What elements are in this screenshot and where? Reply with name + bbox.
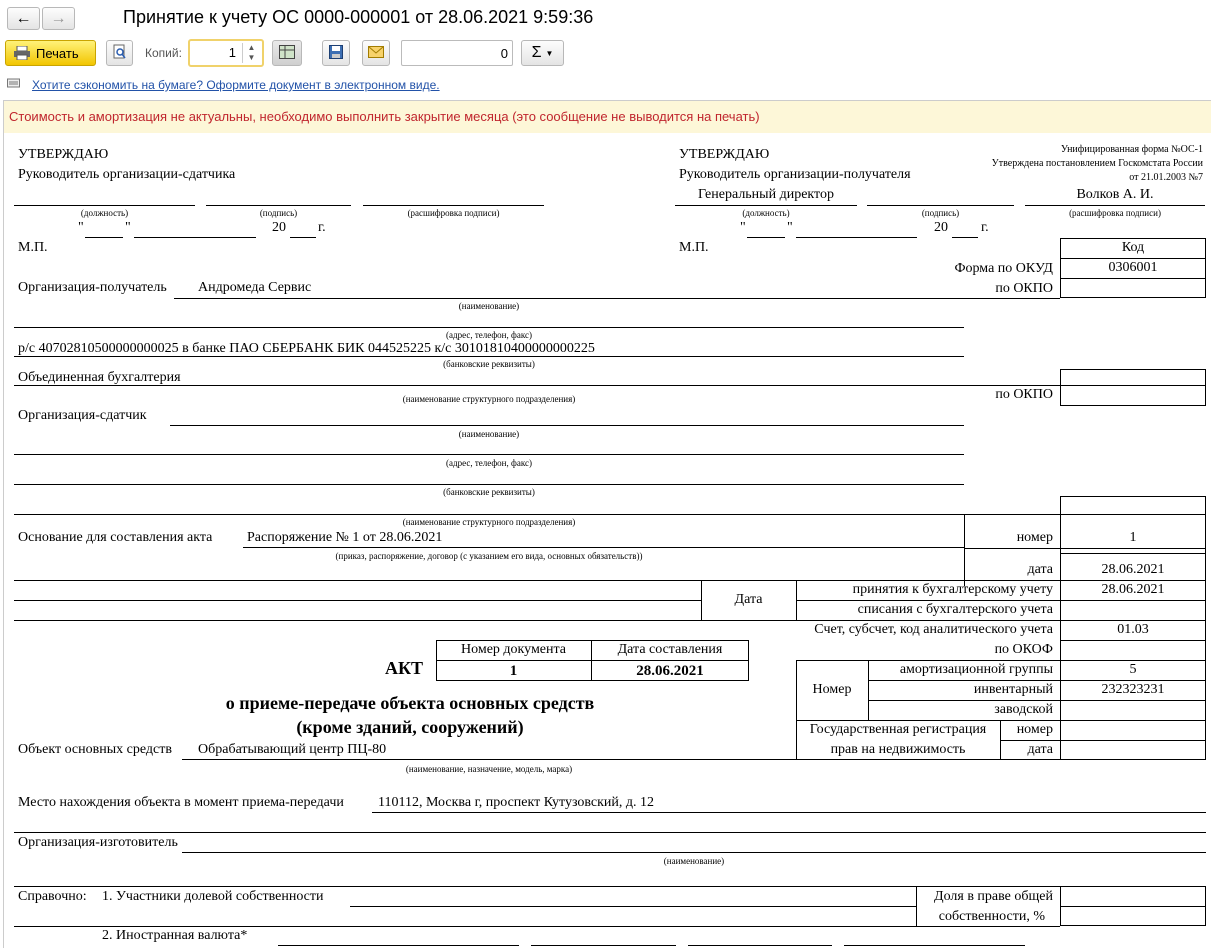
- mp-right: М.П.: [679, 240, 709, 255]
- maker-label: Организация-изготовитель: [18, 835, 178, 850]
- number-field-value: 0: [500, 46, 508, 61]
- object-label: Объект основных средств: [18, 742, 172, 757]
- doc-date-header: Дата составления: [617, 642, 723, 657]
- reg-number-label: номер: [1016, 722, 1053, 737]
- number-field[interactable]: [401, 40, 513, 66]
- email-button[interactable]: [362, 40, 390, 66]
- document-icon: [7, 77, 20, 94]
- date-value: 28.06.2021: [1101, 562, 1165, 577]
- act-subtitle-1: о приеме-передаче объекта основных средств: [225, 693, 595, 713]
- approve-right: УТВЕРЖДАЮ: [679, 147, 770, 162]
- cap-object: (наименование, назначение, модель, марка): [405, 764, 573, 774]
- preview-button[interactable]: [106, 40, 133, 66]
- cap-name-2: (наименование): [458, 429, 520, 439]
- print-button[interactable]: [5, 40, 96, 66]
- position-value: Генеральный директор: [698, 187, 834, 202]
- inventory-label: инвентарный: [973, 682, 1053, 697]
- inventory-value: 232323231: [1101, 682, 1165, 697]
- floppy-icon: [329, 45, 343, 62]
- share-label-2: собственности, %: [938, 909, 1045, 924]
- copies-value: 1: [228, 45, 236, 60]
- envelope-icon: [368, 46, 384, 61]
- number-label: номер: [1016, 530, 1053, 545]
- mp-left: М.П.: [18, 240, 48, 255]
- head-right: Руководитель организации-получателя: [679, 167, 911, 182]
- share-label-1: Доля в праве общей: [934, 889, 1053, 904]
- account-value: 01.03: [1117, 622, 1149, 637]
- approved-date-label: от 21.01.2003 №7: [1129, 172, 1203, 183]
- cap-signature-right: (подпись): [921, 208, 960, 218]
- location-value: 110112, Москва г, проспект Кутузовский, д. 12: [378, 795, 655, 810]
- code-header: Код: [1121, 240, 1145, 255]
- doc-number-header: Номер документа: [460, 642, 567, 657]
- sum-button[interactable]: [521, 40, 564, 66]
- number-value: 1: [1129, 530, 1137, 545]
- save-button[interactable]: [322, 40, 350, 66]
- quote-close-right: ": [787, 220, 793, 235]
- act-subtitle-2: (кроме зданий, сооружений): [296, 717, 524, 737]
- cap-name-1: (наименование): [458, 301, 520, 311]
- year-suffix-left: г.: [318, 220, 326, 235]
- ref-label: Справочно:: [18, 889, 87, 904]
- print-label: Печать: [36, 45, 79, 61]
- bank-value: р/с 40702810500000000025 в банке ПАО СБЕРБАНК БИК 044525225 к/с 30101810400000000225: [18, 341, 595, 356]
- object-value: Обрабатывающий центр ПЦ-80: [198, 742, 387, 757]
- reg-date-label: дата: [1027, 742, 1053, 757]
- number-block-label: Номер: [812, 682, 852, 697]
- division-value: Объединенная бухгалтерия: [18, 370, 181, 385]
- cap-bank-2: (банковские реквизиты): [443, 487, 535, 497]
- state-reg-1: Государственная регистрация: [809, 722, 987, 737]
- cap-address-2: (адрес, телефон, факс): [446, 458, 532, 468]
- approved-label: Утверждена постановлением Госкомстата России: [991, 158, 1203, 169]
- copies-stepper[interactable]: ▲ ▼: [242, 43, 260, 63]
- receiver-label: Организация-получатель: [18, 280, 167, 295]
- date-label: дата: [1027, 562, 1053, 577]
- signer-value: Волков А. И.: [1076, 187, 1154, 202]
- cap-division-2: (наименование структурного подразделения): [402, 517, 576, 527]
- okud-label: Форма по ОКУД: [954, 261, 1053, 276]
- state-reg-2: прав на недвижимость: [830, 742, 966, 757]
- approve-left: УТВЕРЖДАЮ: [18, 147, 109, 162]
- sum-icon: Σ: [531, 44, 542, 61]
- receiver-value: Андромеда Сервис: [198, 280, 312, 295]
- printer-icon: [14, 46, 30, 60]
- electronic-document-link[interactable]: Хотите сэкономить на бумаге? Оформите документ в электронном виде.: [32, 78, 440, 92]
- cap-address-1: (адрес, телефон, факс): [446, 330, 532, 340]
- act-title: АКТ: [385, 658, 424, 678]
- ref-item-2: 2. Иностранная валюта*: [102, 928, 248, 943]
- okud-value: 0306001: [1108, 260, 1158, 275]
- okpo-label-2: по ОКПО: [995, 387, 1053, 402]
- cap-decoding-left: (расшифровка подписи): [407, 208, 500, 218]
- cap-position-left: (должность): [80, 208, 129, 218]
- cap-basis: (приказ, распоряжение, договор (с указанием его вида, основных обязательств)): [335, 551, 643, 561]
- form-os1: [0, 134, 1211, 948]
- amort-value: 5: [1129, 662, 1137, 677]
- chevron-down-icon: ▼: [545, 48, 554, 58]
- year-suffix-right: г.: [981, 220, 989, 235]
- amort-label: амортизационной группы: [899, 662, 1053, 677]
- basis-label: Основание для составления акта: [18, 530, 213, 545]
- copies-label: Копий:: [145, 46, 182, 60]
- okpo-label-1: по ОКПО: [995, 281, 1053, 296]
- arrow-right-icon: →: [50, 9, 67, 27]
- sender-label: Организация-сдатчик: [18, 408, 147, 423]
- year-prefix-right: 20: [934, 220, 948, 235]
- basis-value: Распоряжение № 1 от 28.06.2021: [247, 530, 443, 545]
- forward-button[interactable]: [42, 7, 75, 30]
- cap-bank-1: (банковские реквизиты): [443, 359, 535, 369]
- date-block-label: Дата: [734, 592, 763, 607]
- doc-date-value: 28.06.2021: [636, 663, 704, 679]
- arrow-left-icon: ←: [15, 9, 32, 27]
- settings-button[interactable]: [272, 40, 302, 66]
- acceptance-label: принятия к бухгалтерскому учету: [852, 582, 1053, 597]
- unified-form-label: Унифицированная форма №ОС-1: [1060, 144, 1203, 155]
- cap-signature-left: (подпись): [259, 208, 298, 218]
- factory-label: заводской: [994, 702, 1053, 717]
- okof-label: по ОКОФ: [994, 642, 1053, 657]
- ref-item-1: 1. Участники долевой собственности: [102, 889, 324, 904]
- year-prefix-left: 20: [272, 220, 286, 235]
- magnifier-icon: [113, 44, 127, 63]
- cap-division-1: (наименование структурного подразделения): [402, 394, 576, 404]
- quote-open-right: ": [740, 220, 746, 235]
- head-left: Руководитель организации-сдатчика: [18, 167, 236, 182]
- cap-maker: (наименование): [663, 856, 725, 866]
- doc-number-value: 1: [509, 663, 518, 679]
- acceptance-value: 28.06.2021: [1101, 582, 1165, 597]
- location-label: Место нахождения объекта в момент приема-передачи: [18, 795, 344, 810]
- copies-input[interactable]: [188, 39, 264, 67]
- cap-position-right: (должность): [742, 208, 790, 218]
- account-label: Счет, субсчет, код аналитического учета: [814, 622, 1053, 637]
- back-button[interactable]: [7, 7, 40, 30]
- window-title: Принятие к учету ОС 0000-000001 от 28.06.2021 9:59:36: [123, 7, 594, 27]
- cap-decoding-right: (расшифровка подписи): [1069, 208, 1161, 218]
- quote-open-left: ": [78, 220, 84, 235]
- table-icon: [279, 45, 295, 62]
- quote-close-left: ": [125, 220, 131, 235]
- warning-text: Стоимость и амортизация не актуальны, необходимо выполнить закрытие месяца (это сообщение не выводится на печать): [9, 109, 760, 124]
- writeoff-label: списания с бухгалтерского учета: [857, 602, 1053, 617]
